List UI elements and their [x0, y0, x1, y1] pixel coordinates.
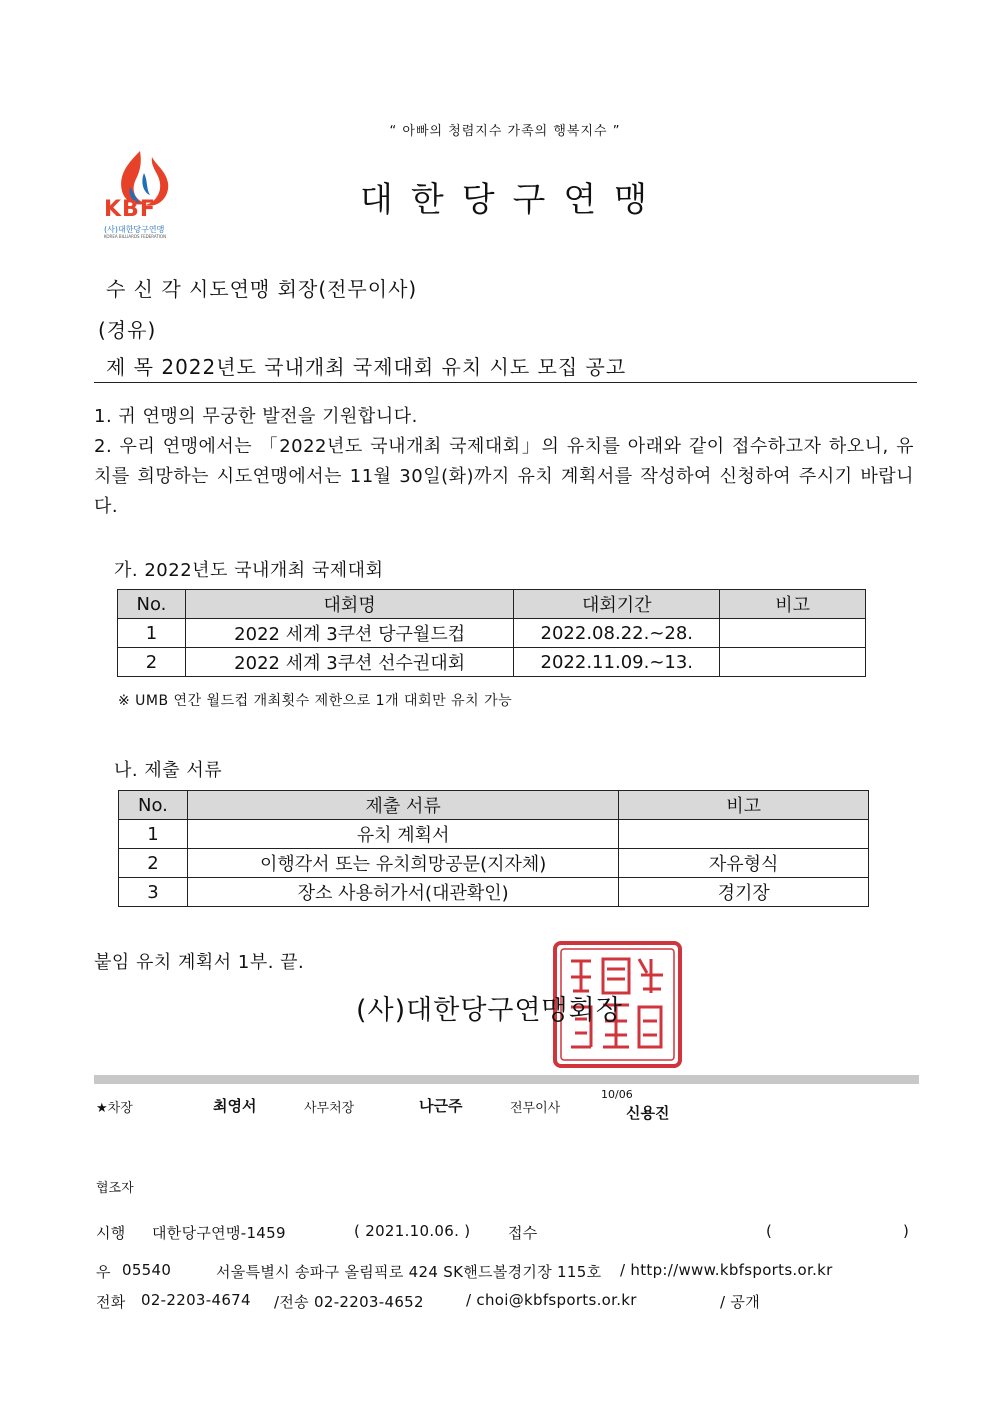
- cell-period: 2022.08.22.~28.: [514, 619, 720, 648]
- cell-remark: [619, 820, 869, 849]
- table-row: [119, 878, 869, 907]
- slogan: “ 아빠의 청렴지수 가족의 행복지수 ”: [389, 124, 621, 139]
- col-remark: 비고: [619, 791, 869, 820]
- approval-divider: [94, 1075, 919, 1084]
- table-header-row: [119, 791, 869, 820]
- logo-subtitle: (사)대한당구연맹: [104, 225, 165, 234]
- table-header-row: [118, 590, 866, 619]
- enforce-label: 시행: [96, 1224, 126, 1242]
- website-link[interactable]: / http://www.kbfsports.or.kr: [620, 1261, 833, 1279]
- col-no: No.: [118, 590, 186, 619]
- recipient-row: [106, 273, 417, 302]
- table-row: [119, 849, 869, 878]
- cell-no: 3: [119, 878, 188, 907]
- section-b-heading: 나. 제출 서류: [114, 760, 223, 781]
- recipient-value: 각 시도연맹 회장(전무이사): [161, 277, 418, 301]
- col-name: 대회명: [185, 590, 513, 619]
- header-divider: [94, 382, 917, 383]
- recipient-label: 수 신: [106, 277, 154, 301]
- approval-name-2: 나근주: [419, 1097, 463, 1115]
- zip-code: 05540: [122, 1261, 172, 1279]
- subject-value: 2022년도 국내개최 국제대회 유치 시도 모집 공고: [161, 355, 627, 379]
- receipt-label: 접수: [508, 1224, 538, 1242]
- approval-name-3: 신용진: [626, 1104, 670, 1122]
- fax-number: /전송 02-2203-4652: [274, 1293, 424, 1311]
- cell-no: 2: [119, 849, 188, 878]
- cell-remark: [720, 619, 866, 648]
- table-row: [118, 648, 866, 677]
- paragraph-2: 2. 우리 연맹에서는 「2022년도 국내개최 국제대회」의 유치를 아래와 같이 접수하고자 하오니, 유치를 희망하는 시도연맹에서는 11월 30일(화)까지 유치 계획서를 작성하여 신청하여 주시기 바랍니다.: [94, 436, 914, 517]
- cell-no: 1: [118, 619, 186, 648]
- approval-role-3: 전무이사: [510, 1101, 561, 1116]
- cell-remark: 경기장: [619, 878, 869, 907]
- cell-no: 2: [118, 648, 186, 677]
- cell-document: 유치 계획서: [187, 820, 618, 849]
- cell-name: 2022 세계 3쿠션 선수권대회: [185, 648, 513, 677]
- table-row: [118, 619, 866, 648]
- cooperator-label: 협조자: [96, 1181, 134, 1196]
- cell-no: 1: [119, 820, 188, 849]
- cell-remark: [720, 648, 866, 677]
- tel-label: 전화: [96, 1293, 126, 1311]
- section-a-heading: 가. 2022년도 국내개최 국제대회: [114, 560, 384, 581]
- receipt-paren-open: (: [766, 1222, 773, 1240]
- zip-label: 우: [96, 1263, 111, 1281]
- cell-name: 2022 세계 3쿠션 당구월드컵: [185, 619, 513, 648]
- approval-role-1: ★차장: [96, 1101, 133, 1116]
- col-remark: 비고: [720, 590, 866, 619]
- cell-remark: 자유형식: [619, 849, 869, 878]
- signer-title: (사)대한당구연맹회장: [356, 995, 623, 1026]
- approval-date-3: 10/06: [601, 1088, 633, 1101]
- col-document: 제출 서류: [187, 791, 618, 820]
- umb-note: ※ UMB 연간 월드컵 개최횟수 제한으로 1개 대회만 유치 가능: [118, 693, 513, 709]
- logo-subtitle-en: KOREA BILLIARDS FEDERATION: [104, 234, 167, 239]
- kbf-logo: [100, 143, 190, 243]
- col-period: 대회기간: [514, 590, 720, 619]
- competition-table: [117, 589, 866, 677]
- logo-mark: KBF: [104, 197, 156, 222]
- col-no: No.: [119, 791, 188, 820]
- via-row: (경유): [98, 318, 157, 342]
- receipt-paren-close: ): [903, 1222, 910, 1240]
- subject-row: [106, 351, 626, 380]
- email-link[interactable]: / choi@kbfsports.or.kr: [466, 1291, 637, 1309]
- table-row: [119, 820, 869, 849]
- attachment-line: 붙임 유치 계획서 1부. 끝.: [94, 952, 305, 973]
- enforce-number: 대한당구연맹-1459: [152, 1224, 286, 1242]
- disclosure: / 공개: [720, 1293, 761, 1311]
- tel-number: 02-2203-4674: [141, 1291, 251, 1309]
- paragraph-1: 1. 귀 연맹의 무궁한 발전을 기원합니다.: [94, 406, 418, 427]
- cell-document: 이행각서 또는 유치희망공문(지자체): [187, 849, 618, 878]
- enforce-date: ( 2021.10.06. ): [354, 1222, 471, 1240]
- subject-label: 제 목: [106, 355, 154, 379]
- approval-name-1: 최영서: [213, 1097, 257, 1115]
- documents-table: [118, 790, 869, 907]
- approval-role-2: 사무처장: [304, 1101, 355, 1116]
- address: 서울특별시 송파구 올림픽로 424 SK핸드볼경기장 115호: [216, 1263, 602, 1281]
- cell-period: 2022.11.09.~13.: [514, 648, 720, 677]
- cell-document: 장소 사용허가서(대관확인): [187, 878, 618, 907]
- organization-title: 대한당구연맹: [360, 180, 666, 220]
